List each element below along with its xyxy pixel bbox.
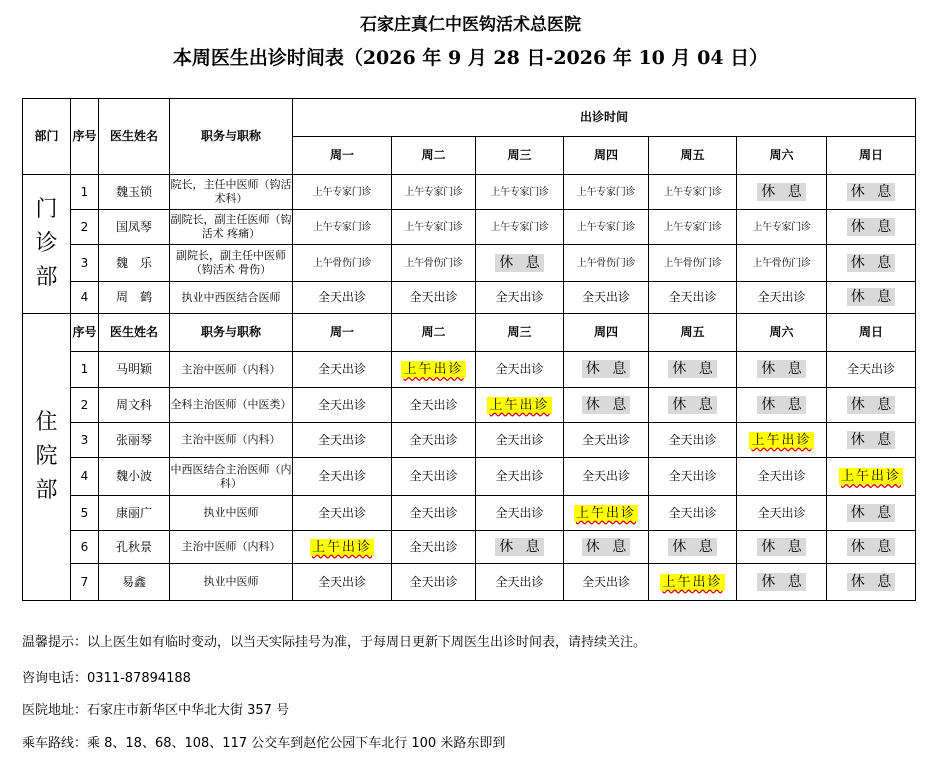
- schedule-cell: [649, 210, 737, 245]
- schedule-cell: [564, 175, 649, 210]
- schedule-text: 上午专家门诊: [312, 221, 372, 233]
- day-header: 周二: [392, 314, 476, 352]
- schedule-text: 上午骨伤门诊: [752, 257, 811, 269]
- doctor-name: 康丽广: [99, 496, 170, 531]
- doctor-title: 主治中医师（内科）: [170, 531, 293, 564]
- row-number: 6: [71, 531, 99, 564]
- schedule-text: 上午骨伤门诊: [312, 257, 372, 269]
- col-header-no: 序号: [71, 99, 99, 175]
- rest-badge: 休 息: [847, 218, 895, 236]
- doctor-title: 执业中医师: [170, 496, 293, 531]
- schedule-cell: [392, 282, 476, 314]
- schedule-text: 全天出诊: [757, 469, 806, 483]
- row-number: 3: [71, 423, 99, 458]
- schedule-cell: [392, 210, 476, 245]
- schedule-cell: [293, 458, 392, 496]
- rest-badge: 休 息: [847, 254, 895, 272]
- schedule-cell: [737, 496, 827, 531]
- schedule-cell: [476, 352, 564, 388]
- doctor-row: [23, 423, 916, 458]
- schedule-text: 全天出诊: [409, 290, 458, 304]
- rest-badge: 休 息: [495, 254, 543, 272]
- doctor-title: 执业中医师: [170, 564, 293, 601]
- doctor-name: 孔秋景: [99, 531, 170, 564]
- schedule-cell: [564, 531, 649, 564]
- doctor-title: 执业中西医结合医师: [170, 282, 293, 314]
- doctor-row: [23, 245, 916, 282]
- doctor-name: 魏 乐: [99, 245, 170, 282]
- schedule-text: 全天出诊: [495, 574, 544, 589]
- schedule-cell: [827, 496, 916, 531]
- schedule-text: 上午专家门诊: [663, 221, 722, 233]
- schedule-cell: [564, 496, 649, 531]
- rest-badge: 休 息: [847, 288, 895, 306]
- footer-phone: 咨询电话：0311-87894188: [22, 671, 191, 686]
- rest-badge: 休 息: [847, 183, 895, 201]
- schedule-cell: [293, 423, 392, 458]
- schedule-cell: [737, 245, 827, 282]
- schedule-cell: [564, 388, 649, 423]
- rest-badge: 休 息: [495, 538, 543, 556]
- rest-badge: 休 息: [668, 538, 716, 556]
- schedule-cell: [649, 245, 737, 282]
- schedule-cell: [737, 458, 827, 496]
- footer-route: 乘车路线：乘 8、18、68、108、117 公交车到赵佗公园下车北行 100 米路东即到: [22, 736, 506, 751]
- schedule-cell: [564, 245, 649, 282]
- col-header-no: 序号: [71, 314, 99, 352]
- schedule-cell: [649, 496, 737, 531]
- schedule-cell: [392, 245, 476, 282]
- schedule-cell: [392, 388, 476, 423]
- schedule-text: 上午骨伤门诊: [663, 257, 722, 269]
- doctor-name: 周 鹤: [99, 282, 170, 314]
- day-header: 周六: [737, 137, 827, 175]
- doctor-title: 全科主治医师（中医类）: [170, 388, 293, 423]
- schedule-cell: [737, 531, 827, 564]
- day-header: 周日: [827, 137, 916, 175]
- dept-label: 住院部: [35, 410, 58, 503]
- day-header: 周三: [476, 137, 564, 175]
- day-header: 周四: [564, 137, 649, 175]
- schedule-text: 全天出诊: [409, 505, 458, 520]
- col-header-title: 职务与职称: [170, 314, 293, 352]
- rest-badge: 休 息: [757, 396, 805, 414]
- morning-highlight: 上午出诊: [662, 574, 723, 590]
- doctor-name: 魏玉锁: [99, 175, 170, 210]
- schedule-cell: [737, 423, 827, 458]
- schedule-cell: [649, 531, 737, 564]
- schedule-cell: [392, 496, 476, 531]
- schedule-cell: [476, 531, 564, 564]
- schedule-cell: [293, 531, 392, 564]
- doctor-row: [23, 388, 916, 423]
- schedule-text: 全天出诊: [317, 362, 366, 376]
- schedule-text: 全天出诊: [317, 397, 366, 412]
- schedule-text: 全天出诊: [317, 432, 366, 447]
- schedule-text: 全天出诊: [409, 397, 458, 412]
- schedule-cell: [476, 282, 564, 314]
- schedule-text: 全天出诊: [317, 290, 366, 304]
- rest-badge: 休 息: [757, 183, 805, 201]
- doctor-title: 主治中医师（内科）: [170, 423, 293, 458]
- schedule-text: 全天出诊: [581, 290, 630, 304]
- schedule-text: 上午专家门诊: [490, 221, 549, 233]
- schedule-text: 全天出诊: [409, 469, 458, 483]
- doctor-row: [23, 210, 916, 245]
- rest-badge: 休 息: [847, 573, 895, 591]
- schedule-text: 全天出诊: [409, 574, 458, 589]
- page-title: 本周医生出诊时间表（2026 年 9 月 28 日-2026 年 10 月 04 日）: [172, 47, 769, 69]
- doctor-title: 中西医结合主治医师（内科）: [170, 458, 293, 496]
- schedule-cell: [392, 531, 476, 564]
- schedule-text: 全天出诊: [757, 505, 806, 520]
- schedule-cell: [649, 388, 737, 423]
- schedule-cell: [827, 210, 916, 245]
- schedule-text: 全天出诊: [495, 362, 544, 376]
- schedule-cell: [737, 564, 827, 601]
- schedule-cell: [649, 282, 737, 314]
- doctor-row: [23, 531, 916, 564]
- schedule-cell: [476, 388, 564, 423]
- morning-highlight: 上午出诊: [575, 505, 636, 521]
- day-header: 周日: [827, 314, 916, 352]
- doctor-title: 院长，主任中医师（钩活术科）: [170, 175, 293, 210]
- schedule-text: 全天出诊: [581, 469, 630, 483]
- row-number: 7: [71, 564, 99, 601]
- schedule-cell: [293, 388, 392, 423]
- schedule-cell: [564, 423, 649, 458]
- schedule-cell: [392, 564, 476, 601]
- schedule-text: 全天出诊: [409, 432, 458, 447]
- doctor-name: 张丽琴: [99, 423, 170, 458]
- col-header-name: 医生姓名: [99, 314, 170, 352]
- schedule-cell: [476, 458, 564, 496]
- day-header: 周一: [293, 137, 392, 175]
- morning-highlight: 上午出诊: [311, 539, 372, 555]
- rest-badge: 休 息: [847, 431, 895, 449]
- schedule-cell: [293, 210, 392, 245]
- schedule-text: 上午专家门诊: [576, 186, 636, 198]
- doctor-row: [23, 282, 916, 314]
- schedule-text: 全天出诊: [317, 505, 366, 520]
- schedule-cell: [737, 210, 827, 245]
- schedule-cell: [827, 531, 916, 564]
- doctor-title: 主治中医师（内科）: [170, 352, 293, 388]
- row-number: 3: [71, 245, 99, 282]
- schedule-cell: [293, 282, 392, 314]
- row-number: 1: [71, 352, 99, 388]
- schedule-cell: [649, 564, 737, 601]
- schedule-cell: [827, 175, 916, 210]
- schedule-cell: [827, 564, 916, 601]
- rest-badge: 休 息: [847, 504, 895, 522]
- schedule-text: 全天出诊: [495, 432, 544, 447]
- schedule-cell: [564, 458, 649, 496]
- schedule-text: 上午专家门诊: [404, 186, 463, 198]
- doctor-title: 副院长，副主任中医师（钩活术 骨伤）: [170, 245, 293, 282]
- schedule-text: 全天出诊: [581, 574, 630, 589]
- day-header: 周五: [649, 314, 737, 352]
- schedule-table: [22, 98, 916, 601]
- doctor-name: 周文科: [99, 388, 170, 423]
- schedule-cell: [827, 282, 916, 314]
- col-header-schedule: 出诊时间: [293, 99, 916, 137]
- day-header: 周二: [392, 137, 476, 175]
- rest-badge: 休 息: [847, 538, 895, 556]
- schedule-text: 全天出诊: [668, 432, 717, 447]
- schedule-cell: [476, 210, 564, 245]
- schedule-cell: [737, 175, 827, 210]
- rest-badge: 休 息: [582, 396, 630, 414]
- schedule-cell: [293, 175, 392, 210]
- schedule-cell: [827, 388, 916, 423]
- schedule-cell: [293, 496, 392, 531]
- doctor-name: 马明颖: [99, 352, 170, 388]
- schedule-text: 全天出诊: [409, 539, 458, 554]
- schedule-cell: [293, 352, 392, 388]
- doctor-name: 魏小波: [99, 458, 170, 496]
- schedule-text: 全天出诊: [317, 574, 366, 589]
- day-header: 周三: [476, 314, 564, 352]
- footer-notice: 温馨提示：以上医生如有临时变动，以当天实际挂号为准，于每周日更新下周医生出诊时间表，请持续关注。: [22, 635, 647, 650]
- schedule-text: 上午专家门诊: [404, 221, 463, 233]
- day-header: 周四: [564, 314, 649, 352]
- schedule-cell: [649, 423, 737, 458]
- schedule-cell: [293, 245, 392, 282]
- row-number: 4: [71, 458, 99, 496]
- col-header-dept: 部门: [23, 99, 71, 175]
- schedule-text: 全天出诊: [495, 290, 544, 304]
- doctor-row: [23, 496, 916, 531]
- doctor-row: [23, 352, 916, 388]
- doctor-row: [23, 458, 916, 496]
- day-header: 周一: [293, 314, 392, 352]
- schedule-cell: [476, 175, 564, 210]
- row-number: 2: [71, 210, 99, 245]
- schedule-text: 全天出诊: [317, 469, 366, 483]
- doctor-row: [23, 564, 916, 601]
- dept-cell: [23, 314, 71, 601]
- schedule-cell: [737, 388, 827, 423]
- schedule-cell: [392, 352, 476, 388]
- rest-badge: 休 息: [757, 573, 805, 591]
- rest-badge: 休 息: [757, 538, 805, 556]
- schedule-cell: [476, 496, 564, 531]
- schedule-text: 上午专家门诊: [312, 186, 372, 198]
- schedule-cell: [649, 458, 737, 496]
- schedule-text: 上午专家门诊: [752, 221, 811, 233]
- schedule-cell: [392, 423, 476, 458]
- schedule-cell: [293, 564, 392, 601]
- schedule-text: 全天出诊: [495, 505, 544, 520]
- rest-badge: 休 息: [668, 396, 716, 414]
- schedule-cell: [827, 458, 916, 496]
- schedule-cell: [827, 352, 916, 388]
- day-header: 周六: [737, 314, 827, 352]
- schedule-cell: [827, 423, 916, 458]
- schedule-cell: [564, 352, 649, 388]
- morning-highlight: 上午出诊: [489, 397, 550, 413]
- schedule-text: 上午专家门诊: [576, 221, 636, 233]
- doctor-name: 国凤琴: [99, 210, 170, 245]
- schedule-cell: [564, 282, 649, 314]
- schedule-text: 上午专家门诊: [663, 186, 722, 198]
- schedule-text: 全天出诊: [847, 362, 896, 376]
- schedule-cell: [649, 175, 737, 210]
- rest-badge: 休 息: [582, 538, 630, 556]
- col-header-name: 医生姓名: [99, 99, 170, 175]
- schedule-text: 上午专家门诊: [490, 186, 549, 198]
- hospital-name: 石家庄真仁中医钩活术总医院: [360, 15, 581, 35]
- row-number: 1: [71, 175, 99, 210]
- col-header-title: 职务与职称: [170, 99, 293, 175]
- schedule-text: 全天出诊: [581, 432, 630, 447]
- schedule-cell: [392, 458, 476, 496]
- rest-badge: 休 息: [847, 396, 895, 414]
- schedule-cell: [827, 245, 916, 282]
- morning-highlight: 上午出诊: [751, 432, 812, 448]
- day-header: 周五: [649, 137, 737, 175]
- schedule-text: 全天出诊: [495, 469, 544, 483]
- schedule-text: 全天出诊: [668, 469, 717, 483]
- doctor-name: 易鑫: [99, 564, 170, 601]
- row-number: 5: [71, 496, 99, 531]
- schedule-text: 全天出诊: [668, 505, 717, 520]
- dept-label: 门诊部: [35, 197, 58, 290]
- footer-address: 医院地址：石家庄市新华区中华北大街 357 号: [22, 703, 290, 718]
- schedule-text: 上午骨伤门诊: [404, 257, 463, 269]
- dept-cell: [23, 175, 71, 314]
- schedule-cell: [392, 175, 476, 210]
- rest-badge: 休 息: [582, 360, 630, 378]
- schedule-cell: [564, 564, 649, 601]
- schedule-cell: [649, 352, 737, 388]
- rest-badge: 休 息: [757, 360, 805, 378]
- schedule-cell: [476, 423, 564, 458]
- morning-highlight: 上午出诊: [403, 362, 464, 377]
- schedule-text: 全天出诊: [668, 290, 717, 304]
- schedule-text: 上午骨伤门诊: [576, 257, 636, 269]
- schedule-cell: [564, 210, 649, 245]
- schedule-cell: [476, 245, 564, 282]
- rest-badge: 休 息: [668, 360, 716, 378]
- schedule-cell: [737, 352, 827, 388]
- morning-highlight: 上午出诊: [841, 469, 902, 484]
- schedule-cell: [737, 282, 827, 314]
- schedule-text: 全天出诊: [757, 290, 806, 304]
- schedule-cell: [476, 564, 564, 601]
- row-number: 2: [71, 388, 99, 423]
- doctor-title: 副院长，副主任医师（钩活术 疼痛）: [170, 210, 293, 245]
- row-number: 4: [71, 282, 99, 314]
- doctor-row: [23, 175, 916, 210]
